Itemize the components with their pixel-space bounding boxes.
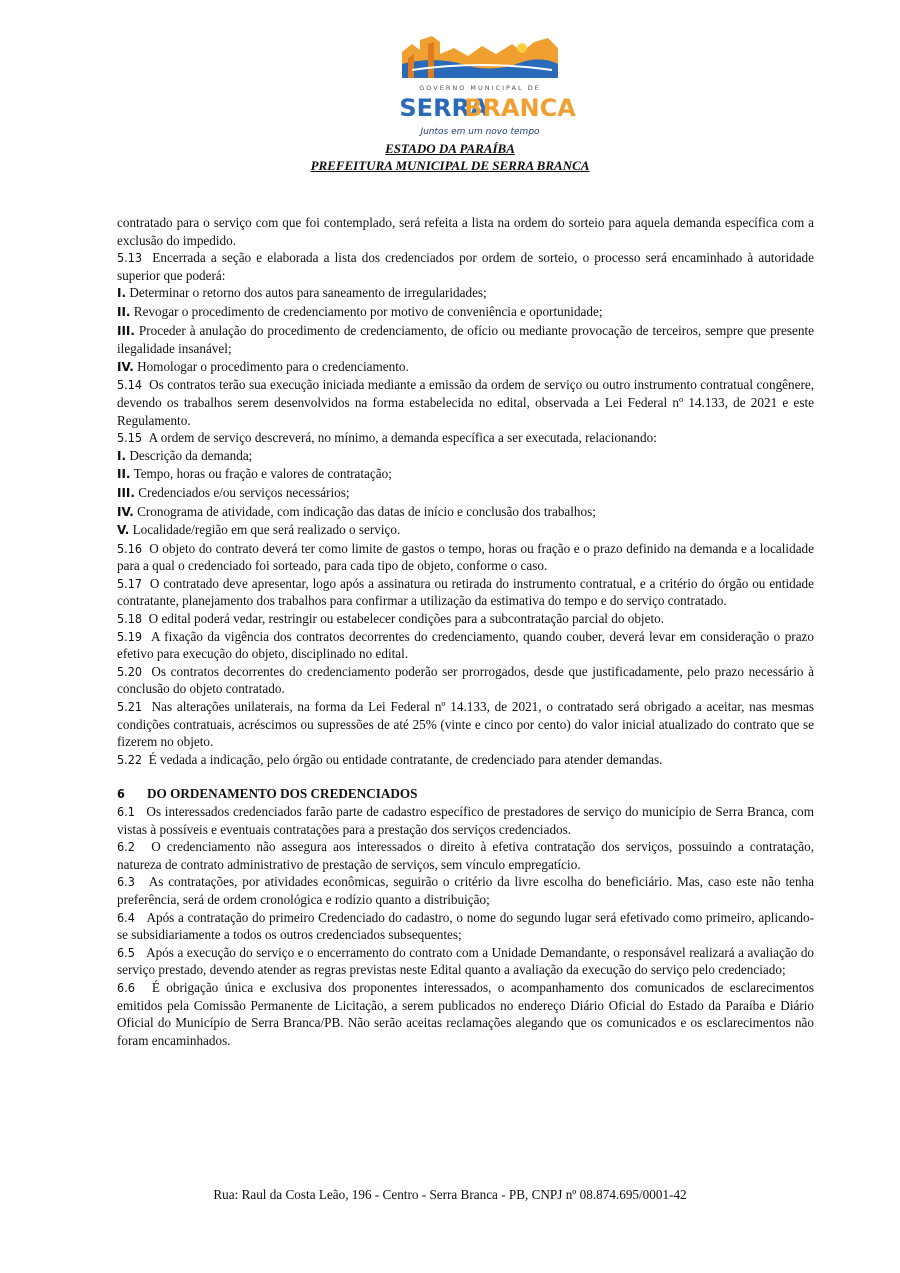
paragraph-number: 5.16: [117, 540, 143, 556]
paragraph: [117, 979, 814, 1049]
paragraph-number: 6.5: [117, 944, 135, 960]
paragraph-number: II.: [117, 304, 131, 319]
paragraph-number: 5.18: [117, 611, 143, 627]
paragraph-text: Determinar o retorno dos autos para saneamento de irregularidades;: [129, 285, 487, 301]
paragraph-number: 5.20: [117, 663, 143, 679]
paragraph: [117, 376, 814, 429]
paragraph: [117, 909, 814, 944]
paragraph-text: A ordem de serviço descreverá, no mínimo, a demanda específica a ser executada, relacionando:: [148, 430, 657, 446]
paragraph: [117, 429, 814, 447]
paragraph: [117, 610, 814, 628]
paragraph-number: IV.: [117, 359, 134, 374]
paragraph-text: contratado para o serviço com que foi contemplado, será refeita a lista na ordem do sorteio para aquela demanda específica com a exclusão do impedido.: [117, 215, 814, 248]
paragraph-text: Após a contratação do primeiro Credenciado do cadastro, o nome do segundo lugar será efetivado como primeiro, aplicando-se subsidiariamente a todos os outros credenciados subsequentes;: [117, 909, 814, 943]
paragraph-text: Os contratos decorrentes do credenciamento poderão ser prorrogados, desde que justificadamente, pelo prazo necessário à conclusão do objeto contratado.: [117, 663, 815, 697]
paragraph-number: I.: [117, 448, 127, 463]
paragraph: [117, 575, 814, 610]
paragraph: [117, 540, 814, 575]
paragraph-text: O edital poderá vedar, restringir ou estabelecer condições para a subcontratação parcial do objeto.: [148, 611, 665, 627]
document-body: [117, 214, 814, 1049]
page-footer: Rua: Raul da Costa Leão, 196 - Centro - Serra Branca - PB, CNPJ nº 08.874.695/0001-42: [213, 1187, 687, 1202]
paragraph-text: Credenciados e/ou serviços necessários;: [138, 484, 350, 500]
paragraph-number: 5.13: [117, 250, 143, 266]
paragraph: [117, 214, 814, 249]
page-header: [0, 0, 900, 180]
paragraph-text: Descrição da demanda;: [129, 447, 253, 463]
paragraph-number: 5.22: [117, 751, 143, 767]
logo-name-part2: BRANCA: [464, 94, 576, 122]
state-name: ESTADO DA PARAÍBA: [385, 141, 515, 156]
paragraph-text: Após a execução do serviço e o encerramento do contrato com a Unidade Demandante, o responsável realizará a avaliação do serviço prestado, devendo atender as regras previstas neste Edital quanto a avaliação da execução do serviço pelo credenciado;: [117, 944, 815, 978]
paragraph-text: As contratações, por atividades econômicas, seguirão o critério da livre escolha do beneficiário. Mas, caso este não tenha preferência, será de ordem cronológica e rodízio quanto a distribuição;: [117, 874, 815, 907]
paragraph-text: O contratado deve apresentar, logo após a assinatura ou retirada do instrumento contratual, e a critério do órgão ou entidade contratante, planejamento dos trabalhos para confirmar a utilização da estimativa do tempo e do serviço contratado.: [117, 575, 815, 609]
paragraph-number: 5.14: [117, 377, 143, 393]
paragraph-text: Homologar o procedimento para o credenciamento.: [137, 358, 409, 374]
paragraph-text: Os contratos terão sua execução iniciada mediante a emissão da ordem de serviço ou outro instrumento contratual congênere, devendo os trabalhos serem desenvolvidos na forma estabelecida no edital, observada a Lei Federal nº 14.133, de 2021 e este Regulamento.: [117, 377, 815, 428]
paragraph: [117, 751, 814, 769]
paragraph-number: III.: [117, 323, 135, 338]
paragraph-text: Tempo, horas ou fração e valores de contratação;: [133, 466, 392, 482]
paragraph: [117, 249, 814, 284]
paragraph-number: 5.17: [117, 575, 143, 591]
logo-top-text: GOVERNO MUNICIPAL DE: [419, 84, 541, 92]
paragraph-number: V.: [117, 523, 130, 538]
paragraph-text: Nas alterações unilaterais, na forma da Lei Federal nº 14.133, de 2021, o contratado será obrigado a aceitar, nas mesmas condições contratuais, acréscimos ou supressões de até 25% (vinte e cinco por cento) do valor inicial atualizado do contrato que se fizerem no objeto.: [117, 699, 815, 750]
section-6-paragraphs: [117, 803, 814, 1049]
paragraph-text: É vedada a indicação, pelo órgão ou entidade contratante, de credenciado para atender demandas.: [148, 751, 663, 767]
section-6-title: [117, 785, 814, 803]
paragraph-text: Os interessados credenciados farão parte de cadastro específico de prestadores de serviço do município de Serra Branca, com vistas à possíveis e eventuais contratações para a prestação dos serviços credenciados.: [117, 804, 814, 837]
paragraph-list: [117, 214, 814, 768]
paragraph: [117, 628, 814, 663]
paragraph-text: O credenciamento não assegura aos interessados o direito à efetiva contratação dos serviços, possuindo a contratação, natureza de contrato administrativo de prestação de serviços, sem vínculo empregatício.: [117, 839, 814, 872]
paragraph-number: 5.19: [117, 628, 143, 644]
paragraph: [117, 698, 814, 751]
paragraph-text: É obrigação única e exclusiva dos proponentes interessados, o acompanhamento dos comunicados de esclarecimentos emitidos pela Comissão Permanente de Licitação, a serem publicados no endereço Diário Oficial do Estado da Paraíba e Diário Oficial do Município de Serra Branca/PB. Não serão aceitas reclamações alegando que os comunicados e os esclarecimentos não foram encaminhados.: [117, 979, 815, 1048]
paragraph-number: 5.15: [117, 430, 143, 446]
paragraph-number: IV.: [117, 504, 134, 519]
paragraph-text: Localidade/região em que será realizado o serviço.: [132, 522, 401, 538]
paragraph-number: I.: [117, 286, 127, 301]
paragraph: [117, 447, 814, 466]
paragraph: [117, 873, 814, 908]
paragraph-number: III.: [117, 485, 135, 500]
serra-branca-logo: [372, 34, 588, 138]
paragraph: [117, 358, 814, 377]
paragraph: [117, 303, 814, 322]
paragraph: [117, 521, 814, 540]
section-title-text: DO ORDENAMENTO DOS CREDENCIADOS: [147, 786, 418, 802]
paragraph: [117, 663, 814, 698]
paragraph-text: Revogar o procedimento de credenciamento por motivo de conveniência e oportunidade;: [133, 303, 603, 319]
paragraph-number: 6.6: [117, 979, 135, 995]
section-number: 6: [117, 786, 125, 802]
paragraph-number: 6.1: [117, 804, 135, 819]
paragraph: [117, 465, 814, 484]
paragraph-number: 6.3: [117, 874, 135, 890]
paragraph-text: Encerrada a seção e elaborada a lista dos credenciados por ordem de sorteio, o processo será encaminhado à autoridade superior que poderá:: [117, 250, 815, 283]
paragraph-number: 5.21: [117, 699, 143, 715]
paragraph-text: Cronograma de atividade, com indicação das datas de início e conclusão dos trabalhos;: [137, 503, 596, 519]
paragraph: [117, 484, 814, 503]
paragraph: [117, 838, 814, 873]
logo-name-part1: SERRA: [399, 94, 489, 122]
paragraph-number: 6.4: [117, 909, 135, 925]
paragraph: [117, 503, 814, 522]
paragraph-number: II.: [117, 467, 131, 482]
prefecture-name: PREFEITURA MUNICIPAL DE SERRA BRANCA: [310, 158, 590, 173]
paragraph-text: O objeto do contrato deverá ter como limite de gastos o tempo, horas ou fração e o prazo definido na demanda e a localidade para a qual o credenciado foi sorteado, para cada tipo de objeto, conforme o caso.: [117, 540, 814, 574]
paragraph-text: A fixação da vigência dos contratos decorrentes do credenciamento, quando couber, deverá levar em consideração o prazo efetivo para execução do objeto, disciplinado no edital.: [117, 628, 815, 662]
paragraph-text: Proceder à anulação do procedimento de credenciamento, de ofício ou mediante provocação de terceiros, sempre que presente ilegalidade insanável;: [117, 322, 814, 357]
paragraph: [117, 322, 814, 358]
paragraph-number: 6.2: [117, 839, 135, 855]
paragraph: [117, 284, 814, 303]
logo-slogan: Juntos em um novo tempo: [420, 127, 540, 137]
paragraph: [117, 803, 814, 838]
section-gap: [117, 768, 814, 785]
paragraph: [117, 944, 814, 979]
